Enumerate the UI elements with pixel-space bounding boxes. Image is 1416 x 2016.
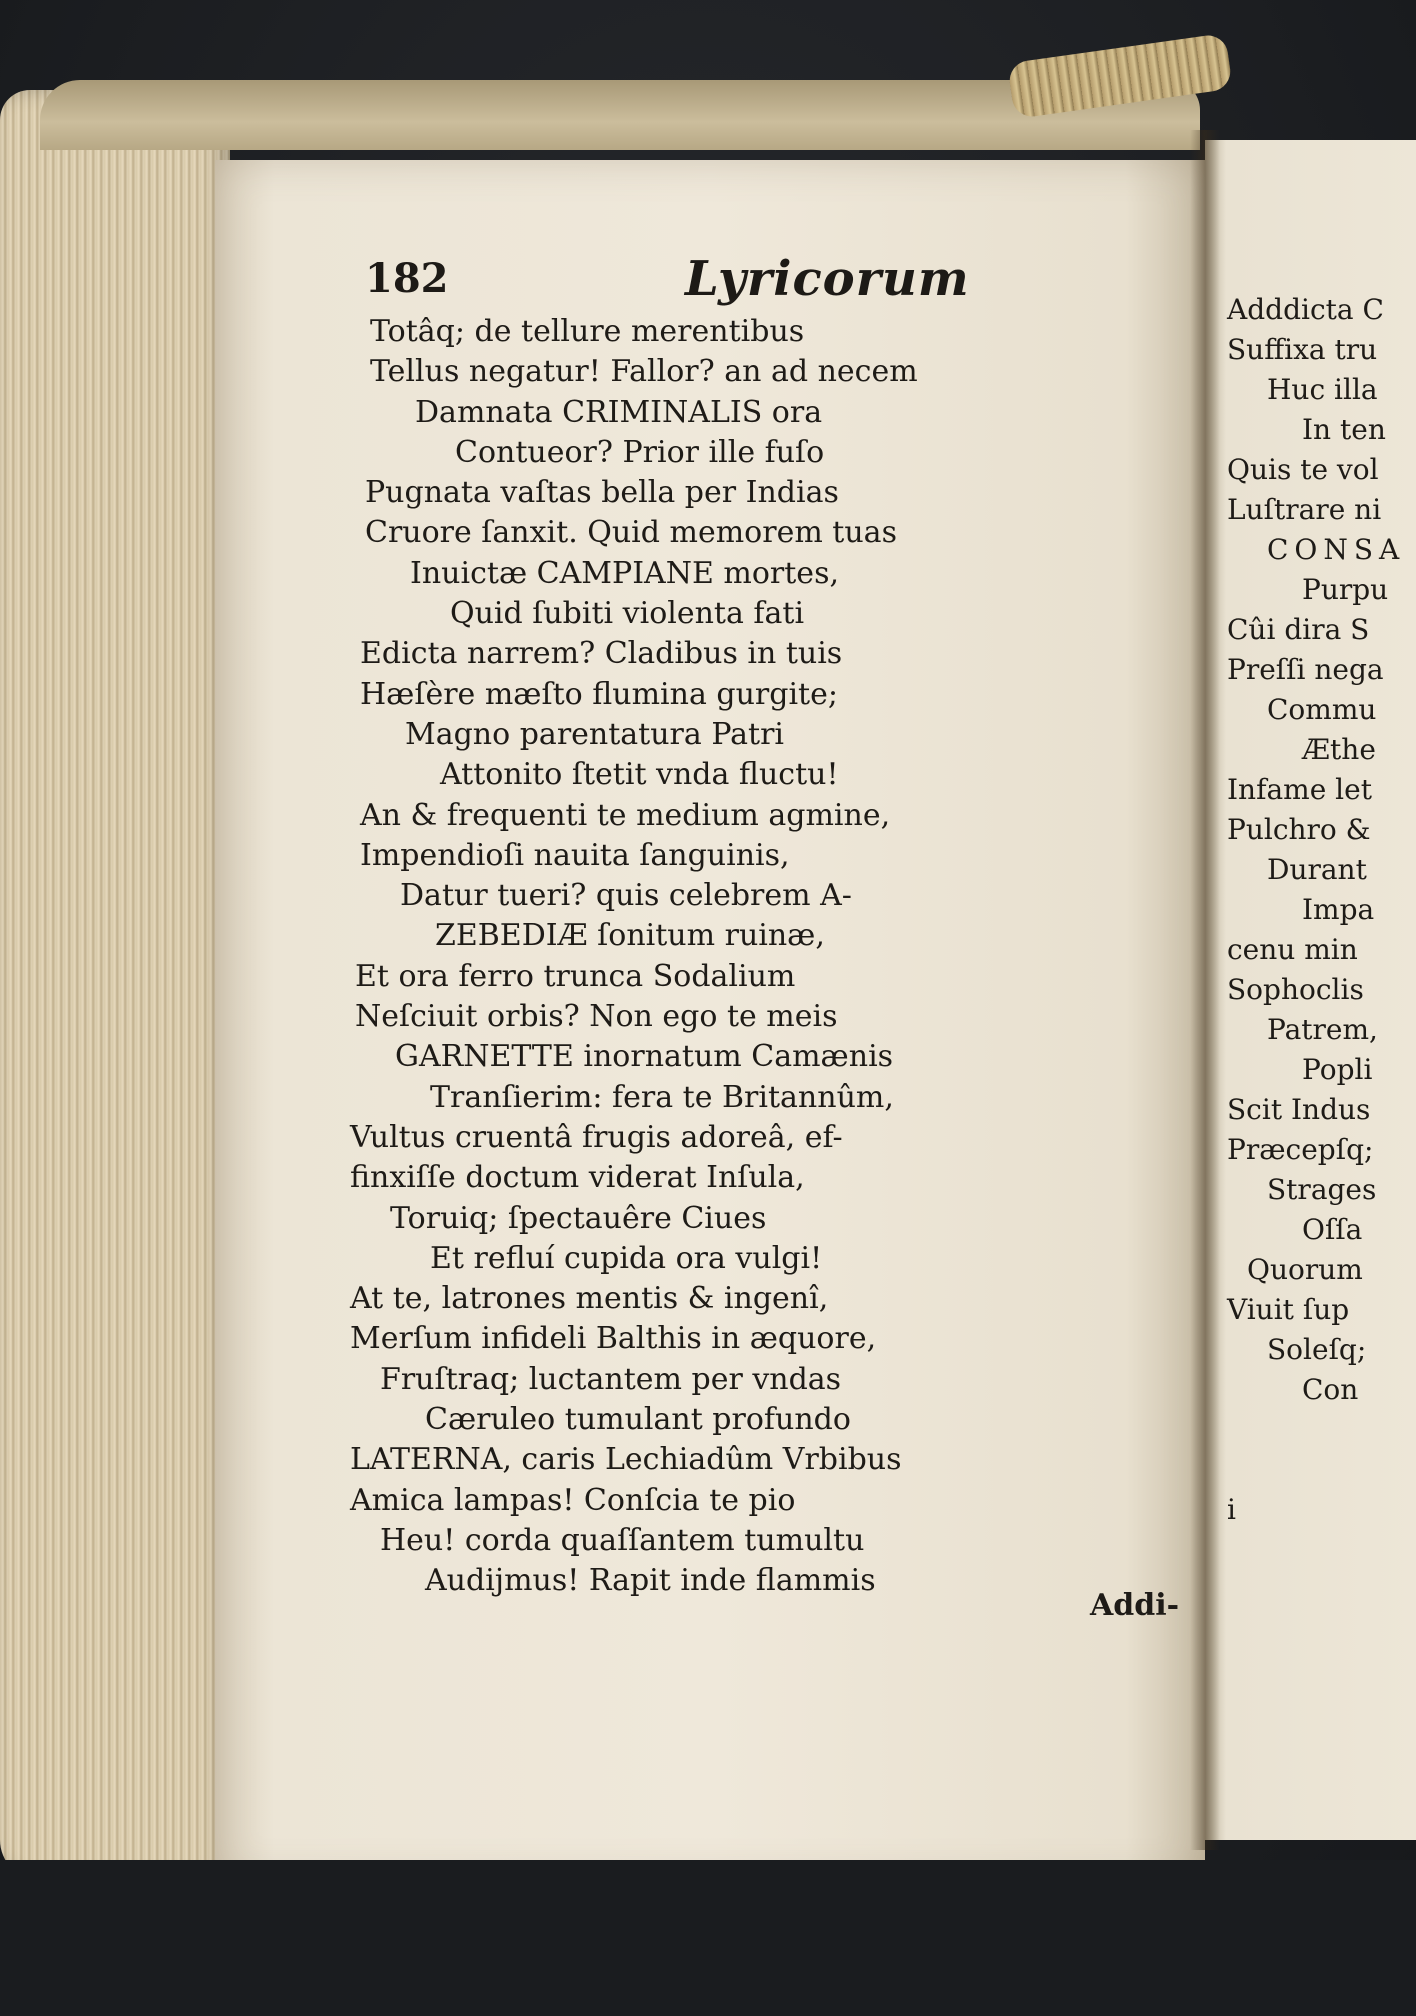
right-line: Commu bbox=[1267, 693, 1377, 726]
book-gutter bbox=[1190, 130, 1220, 1850]
page-header bbox=[365, 251, 970, 315]
right-line: Quis te vol bbox=[1227, 453, 1379, 486]
right-line: Soleſq; bbox=[1267, 1333, 1367, 1366]
verse-line: Cæruleo tumulant profundo bbox=[425, 1402, 851, 1438]
verse-line: Toruiq; ſpectauêre Ciues bbox=[390, 1200, 767, 1236]
right-line: In ten bbox=[1302, 413, 1386, 446]
verse-line: Tranſierim: fera te Britannûm, bbox=[430, 1079, 894, 1115]
right-line: Adddicta C bbox=[1227, 293, 1384, 326]
verse-line: Datur tueri? quis celebrem A- bbox=[400, 878, 852, 914]
verse-line: Contueor? Prior ille fuſo bbox=[455, 434, 825, 470]
right-line: Pulchro & bbox=[1227, 813, 1371, 846]
right-line: Infame let bbox=[1227, 773, 1372, 806]
right-line: cenu min bbox=[1227, 933, 1358, 966]
verse-line: Attonito ſtetit vnda fluctu! bbox=[440, 757, 839, 793]
verse-line: Tellus negatur! Fallor? an ad necem bbox=[370, 354, 918, 390]
right-line: Luſtrare ni bbox=[1227, 493, 1382, 526]
right-line: Patrem, bbox=[1267, 1013, 1378, 1046]
verse-line: ZEBEDIÆ ſonitum ruinæ, bbox=[435, 918, 825, 954]
right-line: Præcepſq; bbox=[1227, 1133, 1374, 1166]
background-below-book bbox=[0, 1860, 1416, 2016]
verse-line: LATERNA, caris Lechiadûm Vrbibus bbox=[350, 1442, 902, 1478]
verse-line: An & frequenti te medium agmine, bbox=[360, 797, 891, 833]
verse-line: Fruſtraq; luctantem per vndas bbox=[380, 1361, 842, 1397]
verse-line: Cruore ſanxit. Quid memorem tuas bbox=[365, 515, 897, 551]
verse-line: Et refluí cupida ora vulgi! bbox=[430, 1240, 823, 1276]
verse-line: Pugnata vaſtas bella per Indias bbox=[365, 475, 839, 511]
right-line: Æthe bbox=[1302, 733, 1376, 766]
right-line: Popli bbox=[1302, 1053, 1373, 1086]
right-line: Preſſi nega bbox=[1227, 653, 1384, 686]
verse-line: GARNETTE inornatum Camænis bbox=[395, 1039, 894, 1075]
right-page-text bbox=[1227, 290, 1416, 1530]
verse-line: Neſciuit orbis? Non ego te meis bbox=[355, 999, 838, 1035]
book-page-edges bbox=[0, 90, 230, 1880]
verse-line: Audijmus! Rapit inde flammis bbox=[425, 1563, 876, 1599]
right-line: i bbox=[1227, 1493, 1236, 1526]
verse-line: Heu! corda quaſſantem tumultu bbox=[380, 1522, 865, 1558]
right-line: Oſſa bbox=[1302, 1213, 1363, 1246]
verse-line: Quid ſubiti violenta fati bbox=[450, 596, 805, 632]
right-line: Con bbox=[1302, 1373, 1359, 1406]
verse-line: Hæſère mæſto flumina gurgite; bbox=[360, 676, 838, 712]
right-line: Quorum bbox=[1247, 1253, 1363, 1286]
verse-line: Damnata CRIMINALIS ora bbox=[415, 394, 823, 430]
verse-line: Merſum infideli Balthis in æquore, bbox=[350, 1321, 877, 1357]
verse-line: Inuictæ CAMPIANE mortes, bbox=[410, 555, 839, 591]
verse-line: At te, latrones mentis & ingenî, bbox=[350, 1281, 829, 1317]
right-line: Huc illa bbox=[1267, 373, 1378, 406]
verse-line: finxiſſe doctum viderat Inſula, bbox=[350, 1160, 805, 1196]
verse-line: Totâq; de tellure merentibus bbox=[370, 314, 805, 349]
right-line: Impa bbox=[1302, 893, 1375, 926]
right-line: Scit Indus bbox=[1227, 1093, 1371, 1126]
verse-line: Edicta narrem? Cladibus in tuis bbox=[360, 636, 843, 672]
verse-line: Vultus cruentâ frugis adoreâ, ef- bbox=[350, 1119, 843, 1155]
right-line: CONSA bbox=[1267, 533, 1406, 566]
right-line: Sophoclis bbox=[1227, 973, 1364, 1006]
right-line: Cûi dira S bbox=[1227, 613, 1370, 646]
right-line: Viuit ſup bbox=[1227, 1293, 1350, 1326]
right-line: Strages bbox=[1267, 1173, 1377, 1206]
verse-line: Et ora ferro trunca Sodalium bbox=[355, 958, 796, 994]
right-line: Suffixa tru bbox=[1227, 333, 1378, 366]
right-page bbox=[1205, 140, 1416, 1840]
verse-line: Impendioſi nauita ſanguinis, bbox=[360, 837, 790, 873]
right-line: Purpu bbox=[1302, 573, 1389, 606]
verse-line: Amica lampas! Conſcia te pio bbox=[350, 1482, 796, 1518]
verse-text bbox=[340, 312, 1040, 1602]
page-number: 182 bbox=[365, 255, 449, 302]
right-line: Durant bbox=[1267, 853, 1367, 886]
catchword: Addi- bbox=[1090, 1588, 1180, 1623]
verse-line: Magno parentatura Patri bbox=[405, 716, 785, 752]
running-head: Lyricorum bbox=[685, 251, 970, 307]
